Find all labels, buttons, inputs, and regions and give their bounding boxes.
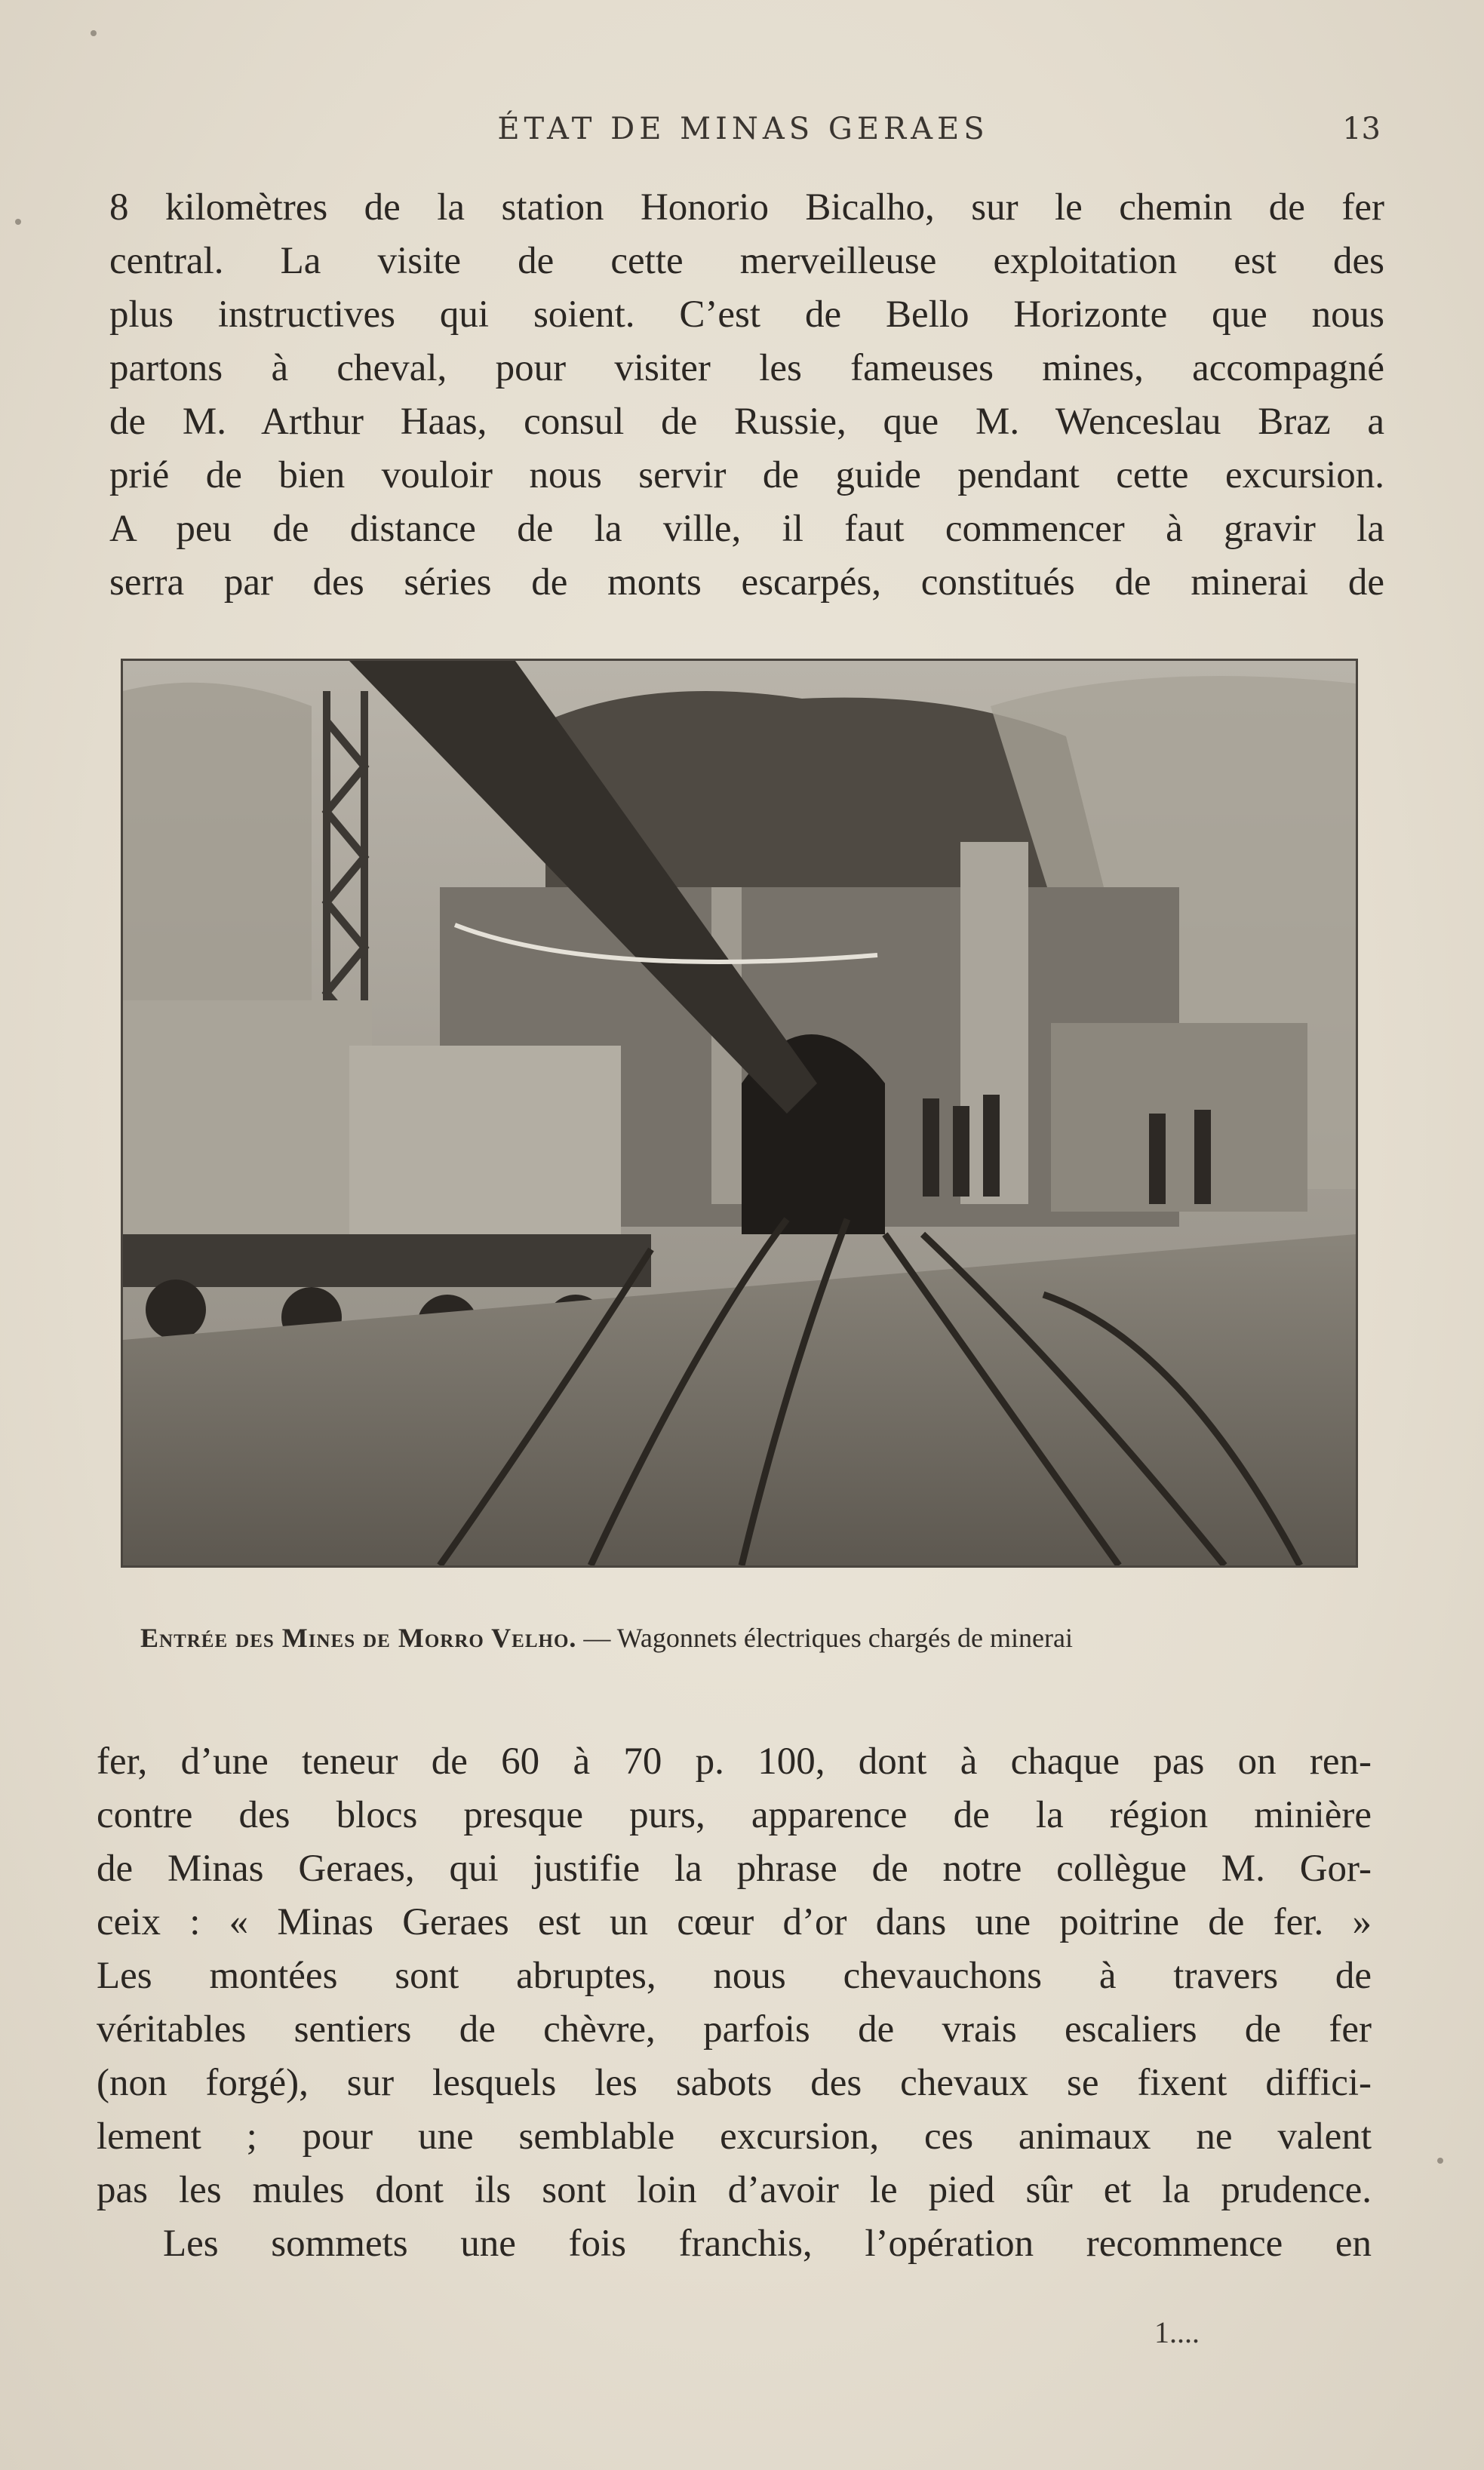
text-line: 8 kilomètres de la station Honorio Bicalho, sur le chemin de fer <box>109 186 1384 229</box>
photo-illustration <box>123 661 1356 1565</box>
text-line: véritables sentiers de chèvre, parfois de vrais escaliers de fer <box>97 2008 1372 2051</box>
paragraph-bottom <box>97 1735 1372 2271</box>
text-line: serra par des séries de monts escarpés, constitués de minerai de <box>109 561 1384 604</box>
running-head <box>106 112 1381 157</box>
running-title: ÉTAT DE MINAS GERAES <box>497 112 989 146</box>
text-line: Les montées sont abruptes, nous chevauchons à travers de <box>97 1955 1372 1997</box>
text-line: de Minas Geraes, qui justifie la phrase de notre collègue M. Gor- <box>97 1848 1372 1890</box>
caption-text: — Wagonnets électriques chargés de minerai <box>583 1623 1073 1653</box>
text-line: lement ; pour une semblable excursion, ces animaux ne valent <box>97 2115 1372 2158</box>
paper-speck <box>91 30 97 36</box>
mine-entrance-photo <box>121 659 1358 1568</box>
text-line: contre des blocs presque purs, apparence de la région minière <box>97 1794 1372 1836</box>
paragraph-top <box>109 181 1384 610</box>
text-line: de M. Arthur Haas, consul de Russie, que M. Wenceslau Braz a <box>109 401 1384 443</box>
page-number: 13 <box>1342 112 1381 146</box>
paper-speck <box>1437 2158 1443 2164</box>
text-line: plus instructives qui soient. C’est de Bello Horizonte que nous <box>109 293 1384 336</box>
caption-title: Entrée des Mines de Morro Velho. <box>140 1623 577 1653</box>
signature-mark: 1.... <box>1154 2315 1200 2349</box>
text-line: ceix : « Minas Geraes est un cœur d’or dans une poitrine de fer. » <box>97 1901 1372 1943</box>
text-line: prié de bien vouloir nous servir de guide pendant cette excursion. <box>109 454 1384 496</box>
text-line: (non forgé), sur lesquels les sabots des chevaux se fixent diffici- <box>97 2062 1372 2104</box>
text-line: A peu de distance de la ville, il faut commencer à gravir la <box>109 508 1384 550</box>
text-line: partons à cheval, pour visiter les fameuses mines, accompagné <box>109 347 1384 389</box>
paper-speck <box>15 219 21 225</box>
text-line: pas les mules dont ils sont loin d’avoir le pied sûr et la prudence. <box>97 2169 1372 2211</box>
text-line: Les sommets une fois franchis, l’opération recommence en <box>163 2223 1372 2265</box>
figure-caption <box>140 1622 1317 1654</box>
text-line: fer, d’une teneur de 60 à 70 p. 100, dont à chaque pas on ren- <box>97 1740 1372 1783</box>
text-line: central. La visite de cette merveilleuse exploitation est des <box>109 240 1384 282</box>
